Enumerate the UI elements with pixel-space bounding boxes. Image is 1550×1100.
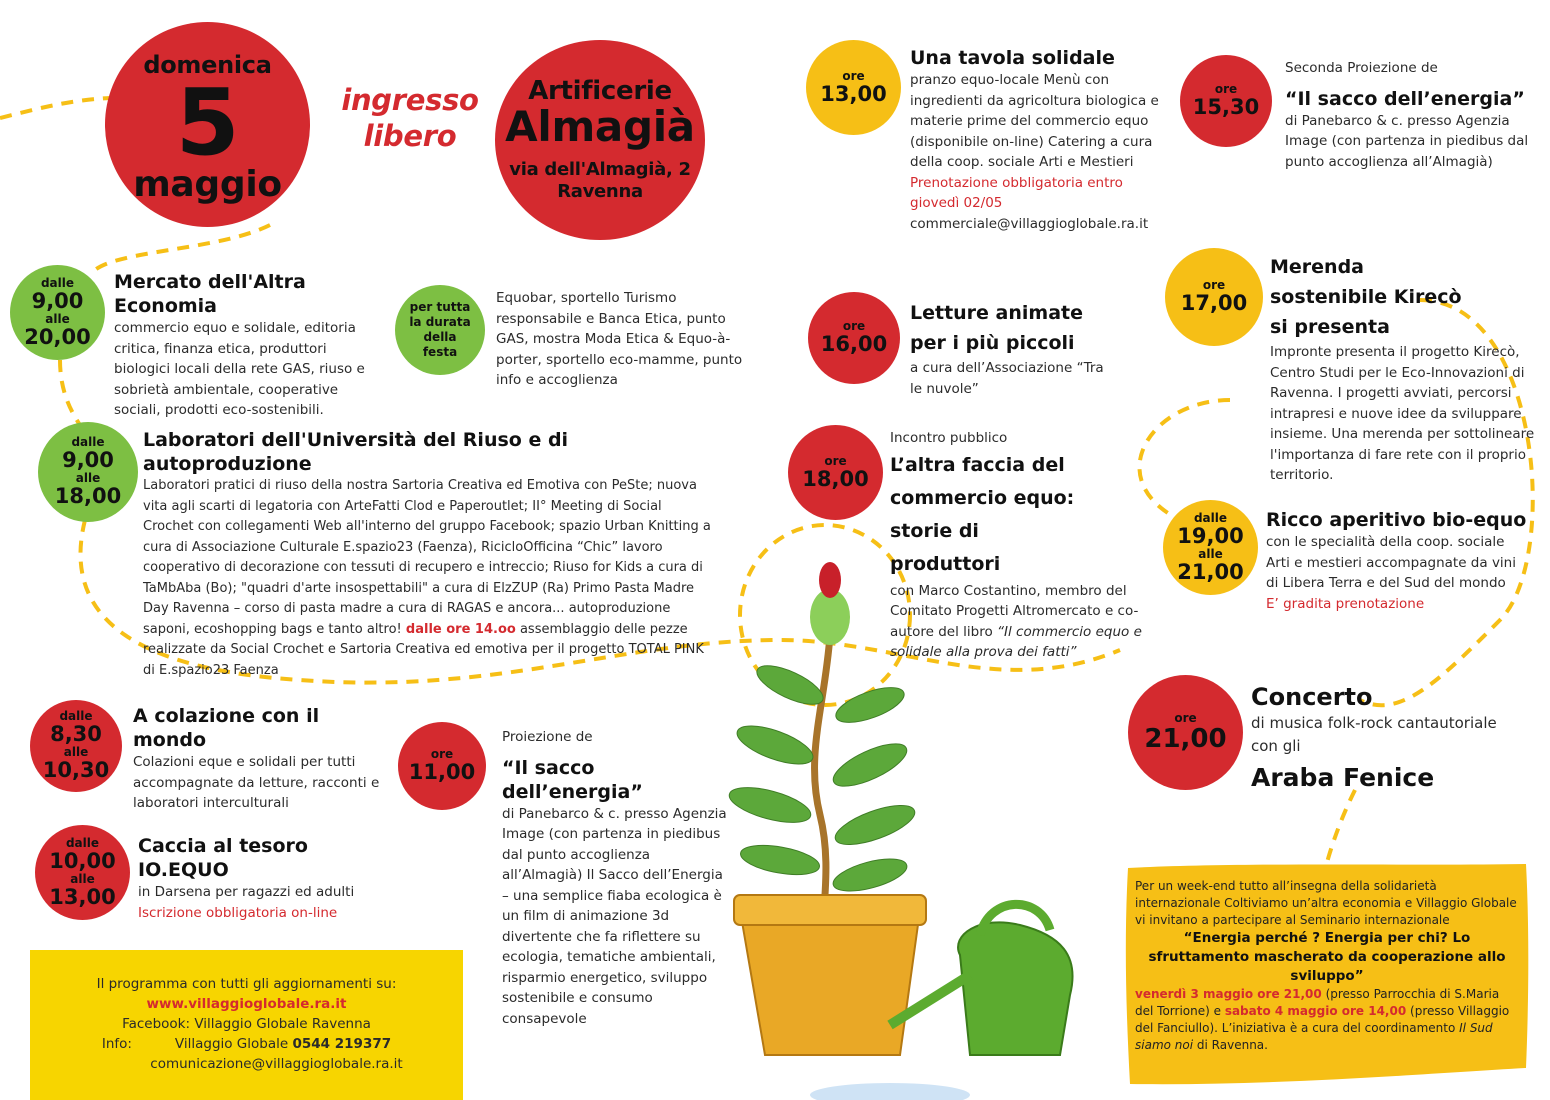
info-label: Info:	[101, 1036, 132, 1052]
time-value: 18,00	[802, 466, 869, 491]
event-title: Concerto	[1251, 683, 1373, 711]
event-text: Laboratori pratici di riuso della nostra Sartoria Creativa ed Emotiva con PeSte; nuova vita agli scarti di legatoria con ArteFatti Clod e Paperoutlet; II° Meeting di Social Crochet con collegamenti Web all'interno del gruppo Facebook; spazio Urban Knitting a cura di Associazione Culturale E.spazio23 (Faenza), RicicloOfficina “Chic” lavoro cooperativo di decorazione con tessuti di recupero e intreccio; Riuso for Kids a cura di TaMbAba (Bo); "quadri d'arte insospettabili" a cura di ElzZUP (Ra) Primo Pasta Madre Day Ravenna – corso di pasta madre a cura di RAGAS e ancora... autoproduzione saponi, ecoshopping bags e tanto altro!	[143, 478, 711, 637]
plant-illustration	[720, 555, 1120, 1100]
event-title: “Il sacco dell’energia”	[502, 756, 643, 803]
event-band: Araba Fenice	[1251, 763, 1435, 792]
to-time: 10,30	[42, 758, 110, 782]
month: maggio	[133, 163, 282, 205]
badge-text: per tutta la durata della festa	[409, 300, 471, 359]
event-seconda	[1285, 58, 1540, 172]
info-facebook: Facebook: Villaggio Globale Ravenna	[122, 1016, 371, 1032]
flower-bud-icon	[819, 562, 841, 598]
info-line1: Il programma con tutti gli aggiornamenti su:	[96, 976, 397, 992]
event-title: Una tavola solidale	[910, 47, 1115, 69]
info-website-link[interactable]: www.villaggioglobale.ra.it	[146, 996, 347, 1012]
event-text: commercio equo e solidale, editoria critica, finanza etica, produttori biologici locali della rete GAS, riuso e sobrietà ambientale, cooperative sociali, prodotti eco-sostenibili.	[114, 320, 365, 418]
seminar-place2: (presso Villaggio del Fanciullo). L’iniziativa è a cura del coordinamento	[1135, 1004, 1510, 1035]
event-text: Colazioni eque e solidali per tutti accompagnate da letture, racconti e laboratori interculturali	[133, 754, 380, 811]
time-label: ore	[842, 68, 865, 83]
event-title: Merenda sostenibile Kirecò si presenta	[1270, 256, 1462, 338]
info-email-link[interactable]: comunicazione@villaggioglobale.ra.it	[150, 1056, 403, 1072]
to-time: 20,00	[24, 324, 91, 349]
info-name: Villaggio Globale	[174, 1036, 289, 1052]
seminar-title: “Energia perché ? Energia per chi? Lo sfruttamento mascherato da cooperazione allo sviluppo”	[1148, 930, 1506, 984]
time-badge-concerto	[1128, 675, 1243, 790]
seminar-intro: Per un week-end tutto all’insegna della solidarietà internazionale Coltiviamo un’altra economia e Villaggio Globale vi invitano a partecipare al Seminario internazionale	[1135, 879, 1517, 927]
event-merenda	[1270, 252, 1535, 486]
event-colazione	[133, 704, 393, 814]
event-tavola	[910, 46, 1175, 234]
event-text: di Panebarco & c. presso Agenzia Image (con partenza in piedibus dal punto accoglienza all’Almagià) Il Sacco dell’Energia – una semplice fiaba ecologica è un film di animazione 3d divertente che fa riflettere su ecologia, tematiche ambientali, risparmio energetico, sviluppo sostenibile e consumo consapevole	[502, 805, 727, 1027]
event-text: con Marco Costantino, membro del Comitato Progetti Altromercato e co-autore del libro	[890, 582, 1139, 640]
day-number: 5	[175, 68, 240, 176]
time-badge-mercato	[10, 265, 105, 360]
from-time: 19,00	[1177, 523, 1244, 548]
time-value: 17,00	[1180, 291, 1248, 315]
from-time: 8,30	[50, 722, 102, 746]
event-text: Impronte presenta il progetto Kirecò, Centro Studi per le Eco-Innovazioni di Ravenna. I progetti avviati, percorsi intrapresi e nuove idee da sviluppare insieme. Una merenda per sottolineare l'importanza di fare rete con il proprio territorio.	[1270, 344, 1535, 483]
time-label: ore	[842, 319, 866, 333]
to-label: alle	[63, 745, 89, 759]
event-letture	[910, 298, 1110, 399]
time-value: 11,00	[408, 760, 476, 784]
event-title: Caccia al tesoro IO.EQUO	[138, 835, 308, 881]
time-badge-seconda	[1180, 55, 1272, 147]
from-label: dalle	[65, 835, 100, 850]
event-highlight: dalle ore 14.oo	[405, 621, 516, 637]
event-caccia	[138, 834, 398, 923]
seminar-place1: (presso Parrocchia di S.Maria del Torrione) e	[1135, 987, 1500, 1018]
event-concerto	[1251, 682, 1501, 798]
event-title: Ricco aperitivo bio-equo	[1266, 509, 1527, 531]
event-proiezione	[502, 727, 727, 1029]
time-label: ore	[430, 747, 454, 761]
event-text: di musica folk-rock cantautoriale con gli	[1251, 714, 1497, 755]
from-label: dalle	[1193, 510, 1228, 525]
event-pre: Seconda Proiezione de	[1285, 60, 1438, 76]
time-badge-merenda	[1165, 248, 1263, 346]
event-title: “Il sacco dell’energia”	[1285, 87, 1525, 110]
venue-line1: Artificerie	[528, 76, 672, 106]
from-label: dalle	[71, 435, 105, 449]
event-note: E’ gradita prenotazione	[1266, 595, 1425, 612]
time-label: ore	[1174, 711, 1197, 725]
to-label: alle	[75, 471, 101, 485]
to-label: alle	[70, 871, 95, 886]
event-title: Laboratori dell'Università del Riuso e di autoproduzione	[143, 429, 569, 475]
entry-free: ingresso libero	[341, 83, 479, 153]
plant-stem	[815, 635, 830, 919]
time-label: ore	[1214, 82, 1238, 96]
day-name: domenica	[143, 50, 272, 79]
event-title: Letture animate per i più piccoli	[910, 302, 1084, 354]
time-label: ore	[1202, 278, 1226, 292]
time-badge-tavola	[806, 40, 901, 135]
time-badge-proiezione	[398, 722, 486, 810]
time-badge-incontro	[788, 425, 883, 520]
time-badge-laboratori	[38, 422, 138, 522]
to-time: 18,00	[54, 484, 122, 508]
time-value: 13,00	[820, 81, 887, 106]
info-phone: 0544 219377	[292, 1036, 392, 1052]
to-label: alle	[1198, 546, 1223, 561]
event-title: L’altra faccia del commercio equo: storie di produttori	[890, 453, 1075, 575]
time-label: ore	[824, 453, 847, 468]
time-value: 16,00	[820, 332, 888, 356]
time-value: 21,00	[1144, 724, 1227, 754]
from-time: 10,00	[49, 848, 116, 873]
flower-pot	[740, 910, 920, 1055]
time-badge-letture	[808, 292, 900, 384]
event-text: pranzo equo-locale Menù con ingredienti da agricoltura biologica e materie prime del commercio equo (disponibile on-line) Catering a cura della coop. sociale Arti e Mestieri	[910, 72, 1159, 170]
time-value: 15,30	[1192, 95, 1260, 119]
time-badge-aperitivo	[1163, 500, 1258, 595]
event-laboratori	[143, 428, 713, 681]
watering-can-icon	[958, 922, 1072, 1055]
event-aperitivo	[1266, 508, 1531, 614]
to-time: 21,00	[1177, 559, 1244, 584]
from-time: 9,00	[31, 288, 84, 313]
event-mercato	[114, 270, 384, 421]
event-text2: assemblaggio delle pezze realizzate da Social Crochet e Sartoria Creativa ed emotiva per il progetto TOTAL PINK di E.spazio23 Faenza	[143, 621, 704, 678]
time-badge-colazione	[30, 700, 122, 792]
venue-address: via dell'Almagià, 2	[509, 159, 691, 180]
water-puddle	[810, 1083, 970, 1100]
pot-rim	[734, 895, 926, 925]
event-pre: Incontro pubblico	[890, 430, 1008, 446]
seminar-end: di Ravenna.	[1196, 1038, 1268, 1052]
to-time: 13,00	[49, 884, 116, 909]
venue-circle	[495, 40, 705, 240]
event-text: di Panebarco & c. presso Agenzia Image (con partenza in piedibus dal punto accoglienza all’Almagià)	[1285, 112, 1529, 170]
seminar-date2: sabato 4 maggio ore 14,00	[1224, 1004, 1407, 1018]
event-email-link[interactable]: commerciale@villaggioglobale.ra.it	[910, 215, 1149, 232]
event-title: Mercato dell'Altra Economia	[114, 271, 306, 317]
event-text: con le specialità della coop. sociale Arti e mestieri accompagnate da vini di Libera Terra e del Sud del mondo	[1266, 534, 1516, 591]
venue-line2: Almagià	[505, 102, 695, 151]
badge-festa	[395, 285, 485, 375]
event-text: a cura dell’Associazione “Tra le nuvole”	[910, 360, 1104, 397]
event-pre: Proiezione de	[502, 729, 593, 745]
event-text: in Darsena per ragazzi ed adulti	[138, 884, 355, 900]
date-circle	[105, 22, 310, 227]
seminar-box	[1122, 860, 1532, 1088]
seminar-org: Il Sud siamo noi	[1135, 1021, 1493, 1052]
from-time: 9,00	[62, 448, 114, 472]
from-label: dalle	[59, 709, 93, 723]
to-label: alle	[45, 311, 70, 326]
venue-city: Ravenna	[557, 181, 643, 202]
event-festa-text: Equobar, sportello Turismo responsabile e Banca Etica, punto GAS, mostra Moda Etica & Equo-à-porter, sportello eco-mamme, punto info e accoglienza	[496, 290, 743, 388]
event-book: “Il commercio equo e solidale alla prova dei fatti”	[890, 623, 1142, 660]
time-badge-caccia	[35, 825, 130, 920]
event-note: Prenotazione obbligatoria entro giovedì 02/05	[910, 174, 1123, 211]
from-label: dalle	[40, 275, 75, 290]
event-note: Iscrizione obbligatoria on-line	[138, 904, 338, 921]
seminar-date1: venerdì 3 maggio ore 21,00	[1135, 987, 1322, 1001]
event-title: A colazione con il mondo	[133, 705, 320, 751]
info-box	[30, 950, 463, 1100]
